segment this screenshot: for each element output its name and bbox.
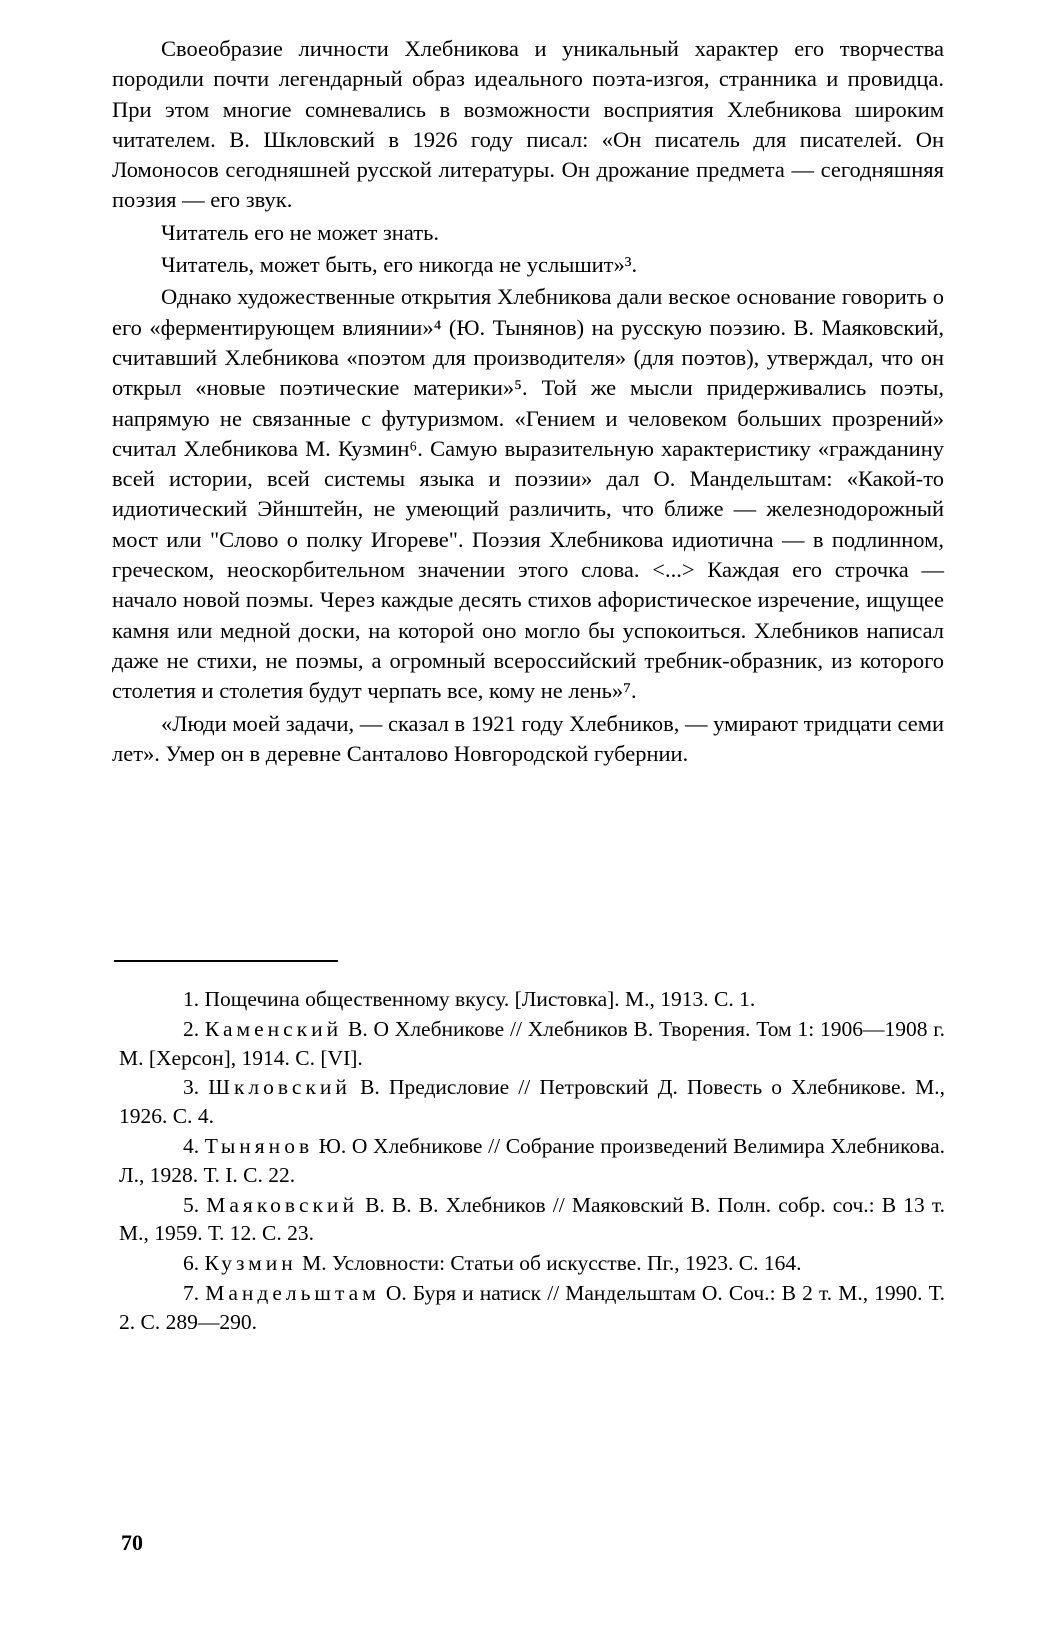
footnote-text: Пощечина общественному вкусу. [Листовка]. М., 1913. С. 1. (204, 987, 756, 1011)
footnote-author: Тынянов (204, 1133, 314, 1158)
footnote-author: Каменский (204, 1016, 343, 1041)
footnote-number: 1. (183, 987, 200, 1011)
footnote-number: 7. (183, 1280, 200, 1305)
paragraph: Однако художественные открытия Хлебникова дали веское основание говорить о его «ферментирующем влиянии»⁴ (Ю. Тынянов) на русскую поэзию. В. Маяковский, считавший Хлебникова «поэтом для производителя» (для поэтов), утверждал, что он открыл «новые поэтические материки»⁵. Той же мысли придерживались поэты, напрямую не связанные с футуризмом. «Гением и человеком больших прозрений» считал Хлебникова М. Кузмин⁶. Самую выразительную характеристику «гражданину всей истории, всей системы языка и поэзии» дал О. Мандельштам: «Какой-то идиотический Эйнштейн, не умеющий различить, что ближе — железнодорожный мост или "Слово о полку Игореве". Поэзия Хлебникова идиотична — в подлинном, греческом, неоскорбительном значении этого слова. <...> Каждая его строчка — начало новой поэмы. Через каждые десять стихов афористическое изречение, ищущее камня или медной доски, на которой оно могло бы успокоиться. Хлебников написал даже не стихи, не поэмы, а огромный всероссийский требник-образник, из которого столетия и столетия будут черпать все, кому не лень»⁷. (112, 284, 944, 704)
footnote-number: 6. (183, 1251, 200, 1276)
paragraph: Читатель, может быть, его никогда не услышит»³. (161, 252, 638, 278)
footnote-text: Ю. О Хлебникове // Собрание произведений Велимира Хлебникова. Л., 1928. Т. I. С. 22. (119, 1133, 945, 1187)
footnote (119, 1249, 945, 1278)
page-number: 70 (121, 1530, 143, 1555)
footnote-author: Шкловский (208, 1075, 351, 1100)
footnotes (119, 985, 945, 1338)
paragraph: Своеобразие личности Хлебникова и уникальный характер его творчества породили почти легендарный образ идеального поэта-изгоя, странника и провидца. При этом многие сомневались в возможности восприятия Хлебникова широким читателем. В. Шкловский в 1926 году писал: «Он писатель для писателей. Он Ломоносов сегодняшней русской литературы. Он дрожание предмета — сегодняшняя поэзия — его звук. (112, 36, 944, 213)
paragraph: «Люди моей задачи, — сказал в 1921 году Хлебников, — умирают тридцати семи лет». Умер он в деревне Санталово Новгородской губернии. (112, 710, 944, 766)
footnote-author: Кузмин (204, 1251, 297, 1276)
footnote (119, 1279, 945, 1337)
paragraph: Читатель его не может знать. (161, 219, 439, 245)
footnote (119, 1015, 945, 1073)
footnote-text: М. Условности: Статьи об искусстве. Пг., 1923. С. 164. (296, 1251, 802, 1276)
footnote (119, 1191, 945, 1249)
main-text (112, 34, 944, 769)
footnote-text: О. Буря и натиск // Мандельштам О. Соч.: В 2 т. М., 1990. Т. 2. С. 289—290. (119, 1280, 945, 1334)
footnote-author: Маяковский (206, 1192, 358, 1217)
footnote-number: 5. (183, 1192, 200, 1217)
footnote-number: 4. (183, 1133, 200, 1158)
footnote (119, 985, 945, 1014)
footnote-author: Мандельштам (205, 1280, 380, 1305)
footnote-number: 3. (183, 1075, 200, 1100)
footnote-text: В. Предисловие // Петровский Д. Повесть о Хлебникове. М., 1926. С. 4. (119, 1075, 945, 1129)
footnote-divider (114, 960, 338, 962)
footnote-text: В. В. В. Хлебников // Маяковский В. Полн. собр. соч.: В 13 т. М., 1959. Т. 12. С. 23. (119, 1192, 946, 1246)
footnote-number: 2. (183, 1016, 200, 1041)
footnote (119, 1073, 945, 1131)
footnote-text: В. О Хлебникове // Хлебников В. Творения. Том 1: 1906—1908 г. М. [Херсон], 1914. С. [VI]. (119, 1016, 946, 1070)
footnote (119, 1132, 945, 1190)
